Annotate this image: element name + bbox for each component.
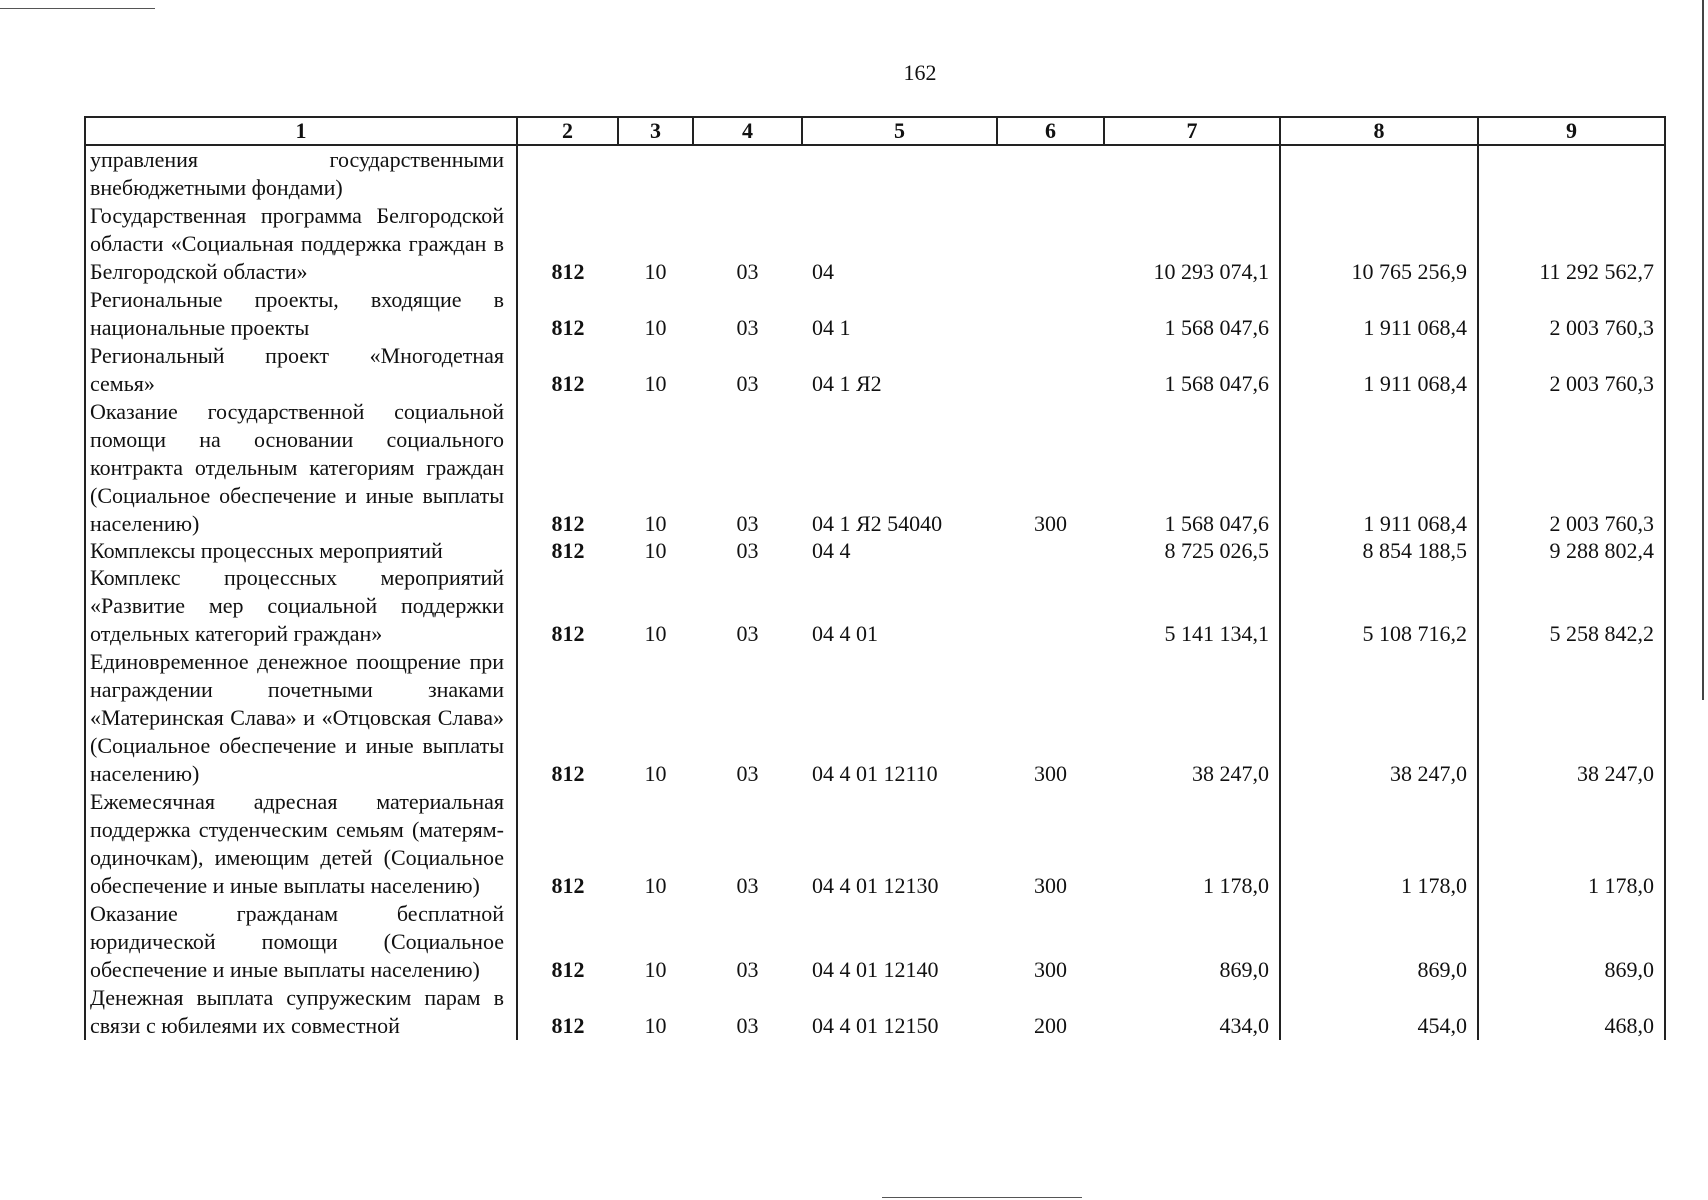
row-expense-type <box>997 145 1104 202</box>
row-subsection <box>693 145 802 202</box>
row-section: 10 <box>644 957 667 982</box>
row-subsection: 03 <box>736 621 759 646</box>
row-subsection: 03 <box>736 371 759 396</box>
row-value-col9: 11 292 562,7 <box>1478 202 1665 286</box>
row-expense-type: 300 <box>1034 511 1067 536</box>
row-description: Ежемесячная адресная материальная поддержка студенческим семьям (матерям-одиночкам), имеющим детей (Социальное обеспечение и иные выплаты населению) <box>85 788 517 900</box>
table-row <box>85 202 1665 286</box>
row-value-col8: 8 854 188,5 <box>1280 538 1478 564</box>
row-section: 10 <box>644 315 667 340</box>
row-value-col9: 1 178,0 <box>1478 788 1665 900</box>
row-target-item: 04 4 01 12140 <box>812 957 939 982</box>
row-target-item: 04 1 Я2 <box>812 371 882 396</box>
table-row <box>85 788 1665 900</box>
row-value-col7: 869,0 <box>1104 900 1280 984</box>
row-target-item <box>802 145 997 202</box>
row-value-col8: 1 178,0 <box>1280 788 1478 900</box>
row-admin-code: 812 <box>517 788 618 900</box>
header-col-4: 4 <box>693 117 802 145</box>
row-value-col9: 9 288 802,4 <box>1478 538 1665 564</box>
row-expense-type <box>997 538 1104 564</box>
row-target-item: 04 1 Я2 54040 <box>812 511 943 536</box>
row-target-item: 04 <box>812 259 834 284</box>
row-value-col8: 5 108 716,2 <box>1280 564 1478 648</box>
scan-right-edge <box>1702 0 1704 700</box>
row-section: 10 <box>644 873 667 898</box>
table-row <box>85 398 1665 538</box>
row-value-col7: 38 247,0 <box>1104 648 1280 788</box>
row-value-col7: 434,0 <box>1104 984 1280 1040</box>
header-col-5: 5 <box>802 117 997 145</box>
header-col-2: 2 <box>517 117 618 145</box>
row-target-item: 04 4 01 12130 <box>812 873 939 898</box>
row-target-item: 04 4 <box>812 538 851 563</box>
row-value-col9: 2 003 760,3 <box>1478 398 1665 538</box>
budget-table <box>84 116 1666 1040</box>
row-value-col7: 1 568 047,6 <box>1104 398 1280 538</box>
row-value-col7: 8 725 026,5 <box>1104 538 1280 564</box>
row-value-col9: 468,0 <box>1478 984 1665 1040</box>
row-expense-type: 200 <box>1034 1013 1067 1038</box>
row-value-col7: 1 178,0 <box>1104 788 1280 900</box>
row-target-item: 04 4 01 12150 <box>812 1013 939 1038</box>
row-value-col8: 38 247,0 <box>1280 648 1478 788</box>
row-subsection: 03 <box>736 873 759 898</box>
table-row <box>85 900 1665 984</box>
row-value-col7: 1 568 047,6 <box>1104 342 1280 398</box>
row-subsection: 03 <box>736 259 759 284</box>
row-section: 10 <box>644 761 667 786</box>
row-value-col7: 1 568 047,6 <box>1104 286 1280 342</box>
row-admin-code: 812 <box>517 342 618 398</box>
row-admin-code: 812 <box>517 984 618 1040</box>
row-description: управления государственными внебюджетными фондами) <box>85 145 517 202</box>
row-description: Региональный проект «Многодетная семья» <box>85 342 517 398</box>
row-value-col7 <box>1104 145 1280 202</box>
row-value-col8: 10 765 256,9 <box>1280 202 1478 286</box>
header-col-1: 1 <box>85 117 517 145</box>
row-section: 10 <box>644 538 667 563</box>
row-expense-type: 300 <box>1034 957 1067 982</box>
row-expense-type <box>997 286 1104 342</box>
row-admin-code: 812 <box>517 648 618 788</box>
row-value-col8 <box>1280 145 1478 202</box>
row-description: Оказание государственной социальной помощи на основании социального контракта отдельным категориям граждан (Социальное обеспечение и иные выплаты населению) <box>85 398 517 538</box>
row-admin-code: 812 <box>517 398 618 538</box>
row-section <box>618 145 693 202</box>
row-value-col8: 1 911 068,4 <box>1280 398 1478 538</box>
page-number: 162 <box>903 60 937 85</box>
table-row <box>85 648 1665 788</box>
row-description: Денежная выплата супружеским парам в связи с юбилеями их совместной <box>85 984 517 1040</box>
row-description: Государственная программа Белгородской области «Социальная поддержка граждан в Белгородской области» <box>85 202 517 286</box>
row-expense-type <box>997 202 1104 286</box>
row-subsection: 03 <box>736 761 759 786</box>
top-left-rule <box>0 8 155 9</box>
row-admin-code: 812 <box>517 286 618 342</box>
row-admin-code <box>517 145 618 202</box>
row-description: Комплекс процессных мероприятий «Развитие мер социальной поддержки отдельных категорий граждан» <box>85 564 517 648</box>
table-row <box>85 342 1665 398</box>
header-col-9: 9 <box>1478 117 1665 145</box>
header-col-7: 7 <box>1104 117 1280 145</box>
row-value-col9: 869,0 <box>1478 900 1665 984</box>
row-description: Региональные проекты, входящие в национальные проекты <box>85 286 517 342</box>
table-row <box>85 145 1665 202</box>
row-admin-code: 812 <box>517 538 618 564</box>
row-value-col7: 5 141 134,1 <box>1104 564 1280 648</box>
row-value-col7: 10 293 074,1 <box>1104 202 1280 286</box>
row-target-item: 04 4 01 <box>812 621 878 646</box>
row-expense-type: 300 <box>1034 873 1067 898</box>
row-admin-code: 812 <box>517 564 618 648</box>
row-value-col9: 38 247,0 <box>1478 648 1665 788</box>
row-admin-code: 812 <box>517 900 618 984</box>
header-col-3: 3 <box>618 117 693 145</box>
row-subsection: 03 <box>736 957 759 982</box>
row-description: Оказание гражданам бесплатной юридической помощи (Социальное обеспечение и иные выплаты населению) <box>85 900 517 984</box>
header-col-6: 6 <box>997 117 1104 145</box>
row-value-col8: 454,0 <box>1280 984 1478 1040</box>
row-description: Комплексы процессных мероприятий <box>85 538 517 564</box>
row-subsection: 03 <box>736 1013 759 1038</box>
row-section: 10 <box>644 621 667 646</box>
row-target-item: 04 4 01 12110 <box>812 761 938 786</box>
row-value-col9: 5 258 842,2 <box>1478 564 1665 648</box>
header-col-8: 8 <box>1280 117 1478 145</box>
table-row <box>85 984 1665 1040</box>
row-subsection: 03 <box>736 538 759 563</box>
row-value-col9: 2 003 760,3 <box>1478 286 1665 342</box>
row-section: 10 <box>644 259 667 284</box>
row-target-item: 04 1 <box>812 315 851 340</box>
table-row <box>85 564 1665 648</box>
row-admin-code: 812 <box>517 202 618 286</box>
row-subsection: 03 <box>736 511 759 536</box>
table-row <box>85 286 1665 342</box>
row-value-col8: 1 911 068,4 <box>1280 342 1478 398</box>
bottom-rule <box>882 1197 1082 1198</box>
row-expense-type <box>997 342 1104 398</box>
table-body <box>85 145 1665 1040</box>
row-section: 10 <box>644 511 667 536</box>
table-header-row <box>85 117 1665 145</box>
row-section: 10 <box>644 1013 667 1038</box>
row-subsection: 03 <box>736 315 759 340</box>
row-expense-type <box>997 564 1104 648</box>
row-value-col9 <box>1478 145 1665 202</box>
row-value-col8: 1 911 068,4 <box>1280 286 1478 342</box>
row-value-col8: 869,0 <box>1280 900 1478 984</box>
row-description: Единовременное денежное поощрение при награждении почетными знаками «Материнская Слава» и «Отцовская Слава» (Социальное обеспечение и иные выплаты населению) <box>85 648 517 788</box>
row-section: 10 <box>644 371 667 396</box>
row-value-col9: 2 003 760,3 <box>1478 342 1665 398</box>
row-expense-type: 300 <box>1034 761 1067 786</box>
table-row <box>85 538 1665 564</box>
